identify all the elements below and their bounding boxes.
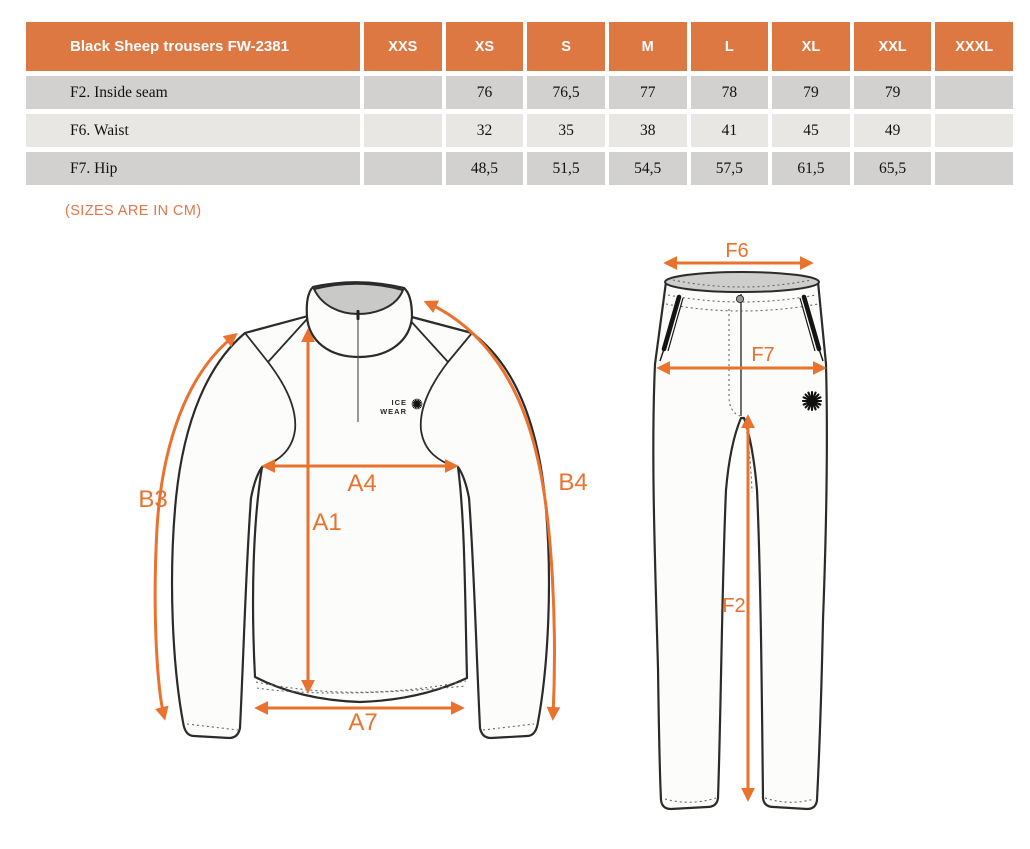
garment-diagrams: [0, 240, 1030, 849]
measurement-label-f7: F7: [751, 344, 775, 366]
cell-waist-xxl: 49: [854, 114, 932, 147]
shirt-body-outline: [172, 316, 549, 738]
cell-inside-seam-m: 77: [609, 76, 687, 109]
cell-waist-s: 35: [527, 114, 605, 147]
row-label-waist: F6. Waist: [26, 114, 360, 147]
table-header-size-xs: XS: [446, 22, 524, 71]
trousers-diagram: [653, 240, 826, 809]
measurement-label-f2: F2: [722, 595, 746, 617]
cell-waist-xs: 32: [446, 114, 524, 147]
cell-hip-xs: 48,5: [446, 152, 524, 185]
measurement-label-f6: F6: [725, 240, 749, 262]
cell-inside-seam-xxl: 79: [854, 76, 932, 109]
cell-inside-seam-xxs: [364, 76, 442, 109]
cell-waist-xxs: [364, 114, 442, 147]
table-header-product: Black Sheep trousers FW-2381: [26, 22, 360, 71]
snowflake-icon: [803, 392, 821, 410]
trousers-body-outline: [653, 275, 826, 809]
brand-logo-text-line1: ICE: [391, 398, 407, 407]
row-label-hip: F7. Hip: [26, 152, 360, 185]
cell-hip-l: 57,5: [691, 152, 769, 185]
waist-button: [736, 295, 743, 302]
table-header-size-xxxl: XXXL: [935, 22, 1013, 71]
cell-hip-xxl: 65,5: [854, 152, 932, 185]
shirt-diagram: [138, 282, 587, 738]
cell-waist-m: 38: [609, 114, 687, 147]
cell-inside-seam-s: 76,5: [527, 76, 605, 109]
table-header-size-xxl: XXL: [854, 22, 932, 71]
snowflake-icon: [412, 399, 422, 409]
cell-inside-seam-l: 78: [691, 76, 769, 109]
cell-inside-seam-xxxl: [935, 76, 1013, 109]
measurement-label-a7: A7: [348, 709, 378, 736]
cell-waist-xl: 45: [772, 114, 850, 147]
measurement-label-a4: A4: [347, 470, 377, 497]
shirt-zipper-pull: [357, 310, 360, 320]
cell-hip-xxs: [364, 152, 442, 185]
measurement-label-b4: B4: [558, 469, 588, 496]
table-header-size-l: L: [691, 22, 769, 71]
brand-logo-text-line2: WEAR: [380, 407, 407, 416]
table-header-size-xl: XL: [772, 22, 850, 71]
table-header-size-xxs: XXS: [364, 22, 442, 71]
measurement-label-a1: A1: [312, 509, 342, 536]
trousers-waist-opening: [665, 272, 819, 292]
cell-hip-s: 51,5: [527, 152, 605, 185]
cell-inside-seam-xl: 79: [772, 76, 850, 109]
measurement-label-b3: B3: [138, 486, 168, 513]
table-header-size-m: M: [609, 22, 687, 71]
row-label-inside-seam: F2. Inside seam: [26, 76, 360, 109]
table-header-size-s: S: [527, 22, 605, 71]
cell-hip-xl: 61,5: [772, 152, 850, 185]
units-note: (SIZES ARE IN CM): [65, 203, 202, 219]
cell-hip-m: 54,5: [609, 152, 687, 185]
cell-hip-xxxl: [935, 152, 1013, 185]
cell-waist-l: 41: [691, 114, 769, 147]
cell-waist-xxxl: [935, 114, 1013, 147]
size-table: [26, 22, 1013, 185]
cell-inside-seam-xs: 76: [446, 76, 524, 109]
